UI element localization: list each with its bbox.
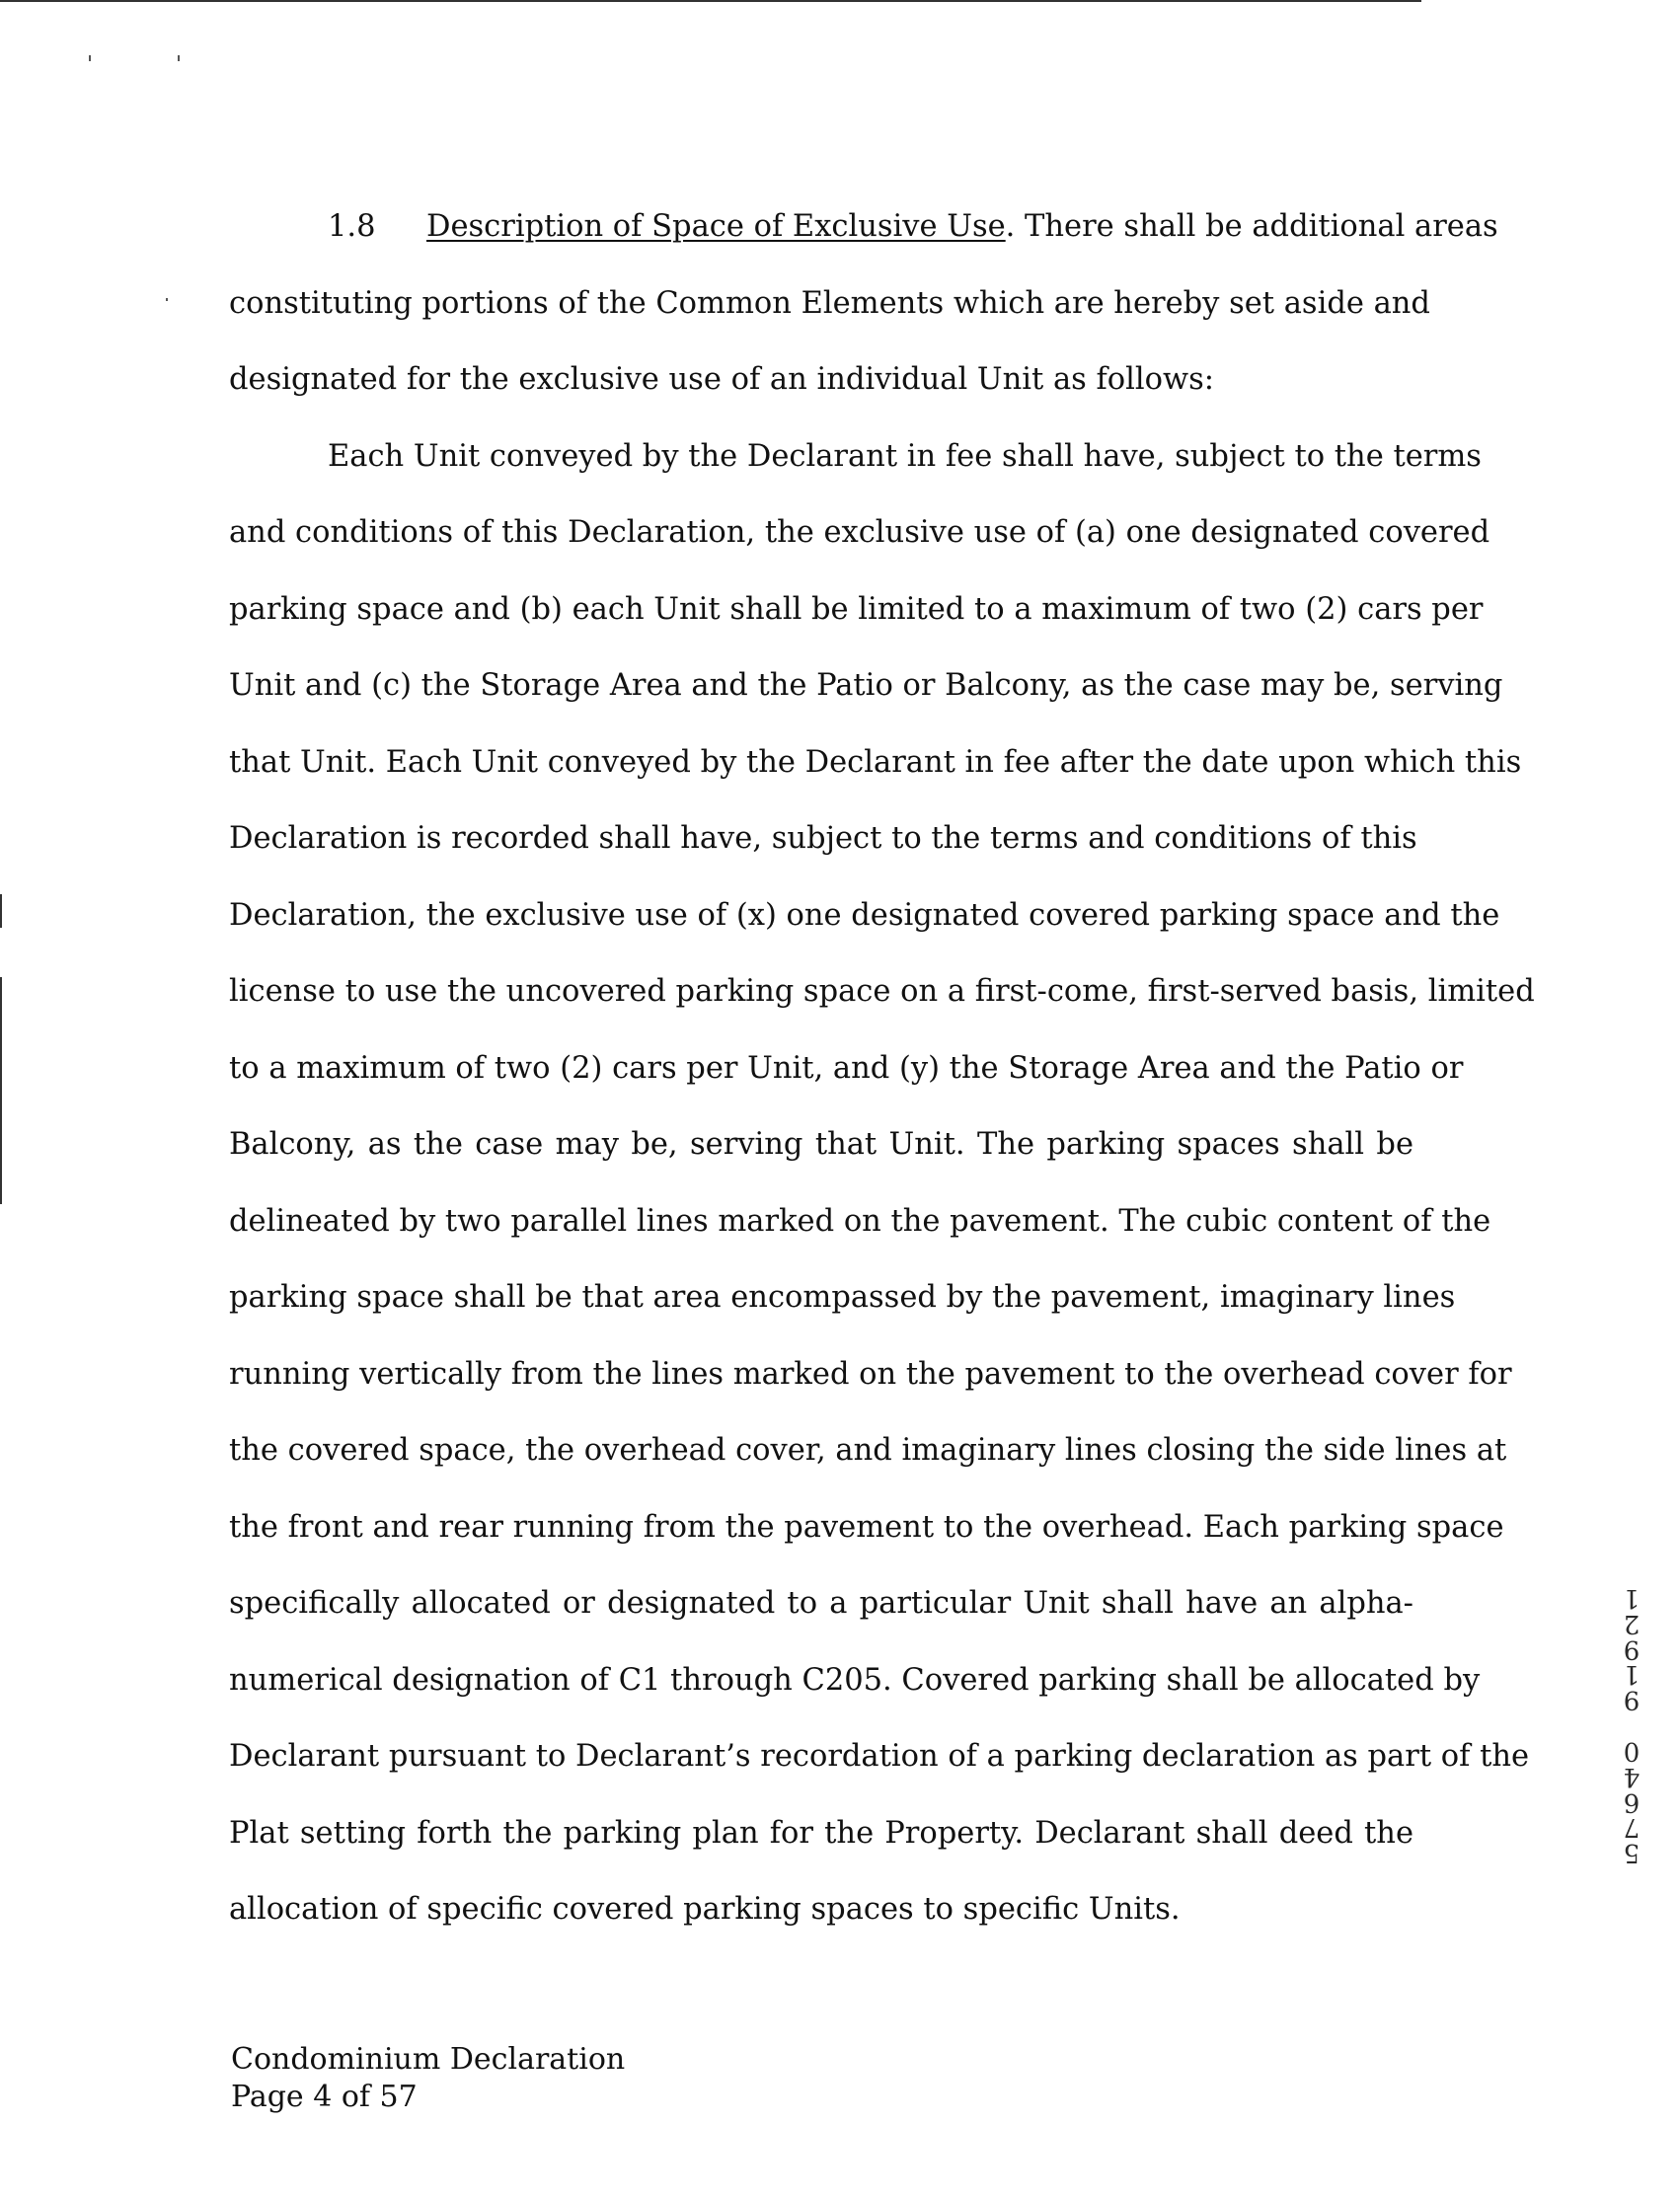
paragraph-line: parking space shall be that area encompassed by the pavement, imaginary lines	[229, 1280, 1456, 1315]
recording-number-stamp	[1615, 1582, 1648, 1867]
paragraph-line: designated for the exclusive use of an individual Unit as follows:	[229, 362, 1215, 397]
stamp-digit: 1	[1623, 1659, 1641, 1690]
stamp-digit: 4	[1623, 1761, 1641, 1791]
document-body	[229, 199, 1535, 1959]
paragraph-line: Each Unit conveyed by the Declarant in fee shall have, subject to the terms	[328, 438, 1482, 474]
paragraph-line: Plat setting forth the parking plan for the Property. Declarant shall deed the	[229, 1815, 1413, 1851]
stamp-digit: 9	[1623, 1633, 1641, 1664]
paragraph-line: Unit and (c) the Storage Area and the Patio or Balcony, as the case may be, serving	[229, 668, 1503, 703]
paragraph-line: specifically allocated or designated to a particular Unit shall have an alpha-	[229, 1586, 1413, 1621]
stamp-digit: 0	[1623, 1735, 1641, 1766]
paragraph-line: to a maximum of two (2) cars per Unit, and (y) the Storage Area and the Patio or	[229, 1050, 1464, 1086]
paragraph-line: license to use the uncovered parking space on a first-come, first-served basis, limited	[229, 974, 1535, 1009]
paragraph-line: and conditions of this Declaration, the exclusive use of (a) one designated covered	[229, 515, 1490, 550]
stamp-digit: 7	[1623, 1812, 1641, 1843]
paragraph-line: Declaration, the exclusive use of (x) one designated covered parking space and the	[229, 897, 1500, 933]
paragraph-line: that Unit. Each Unit conveyed by the Declarant in fee after the date upon which this	[229, 744, 1522, 780]
paragraph-line: parking space and (b) each Unit shall be limited to a maximum of two (2) cars per	[229, 591, 1484, 627]
stamp-digit: 9	[1623, 1684, 1641, 1714]
stamp-digit: 2	[1623, 1608, 1641, 1638]
stamp-digit: 5	[1623, 1837, 1641, 1867]
section-intro-text: . There shall be additional areas	[1005, 209, 1498, 244]
paragraph-line: Declarant pursuant to Declarant’s recordation of a parking declaration as part of the	[229, 1739, 1530, 1774]
paragraph-line: allocation of specific covered parking spaces to specific Units.	[229, 1892, 1181, 1927]
section-number: 1.8	[328, 209, 376, 244]
paragraph-line: delineated by two parallel lines marked on the pavement. The cubic content of the	[229, 1203, 1491, 1239]
paragraph-line: constituting portions of the Common Elements which are hereby set aside and	[229, 285, 1430, 321]
footer-document-title: Condominium Declaration	[231, 2042, 626, 2077]
top-scan-rule	[0, 0, 1421, 2]
section-title: Description of Space of Exclusive Use	[426, 209, 1006, 244]
footer-page-number: Page 4 of 57	[231, 2080, 418, 2114]
paragraph-line: Declaration is recorded shall have, subject to the terms and conditions of this	[229, 821, 1417, 856]
paragraph-line: the covered space, the overhead cover, and imaginary lines closing the side lines at	[229, 1433, 1507, 1468]
stamp-digit: 6	[1623, 1786, 1641, 1817]
scan-edge-mark	[0, 894, 2, 928]
scan-edge-mark	[0, 977, 2, 1204]
stamp-digit: 1	[1623, 1582, 1641, 1613]
paragraph-line: numerical designation of C1 through C205. Covered parking shall be allocated by	[229, 1662, 1481, 1698]
page-footer	[231, 2041, 625, 2116]
paragraph-line: Balcony, as the case may be, serving that Unit. The parking spaces shall be	[229, 1127, 1413, 1162]
paragraph-line: the front and rear running from the pavement to the overhead. Each parking space	[229, 1509, 1504, 1545]
paragraph-line: running vertically from the lines marked on the pavement to the overhead cover for	[229, 1356, 1512, 1392]
section-heading-line	[229, 199, 1498, 276]
